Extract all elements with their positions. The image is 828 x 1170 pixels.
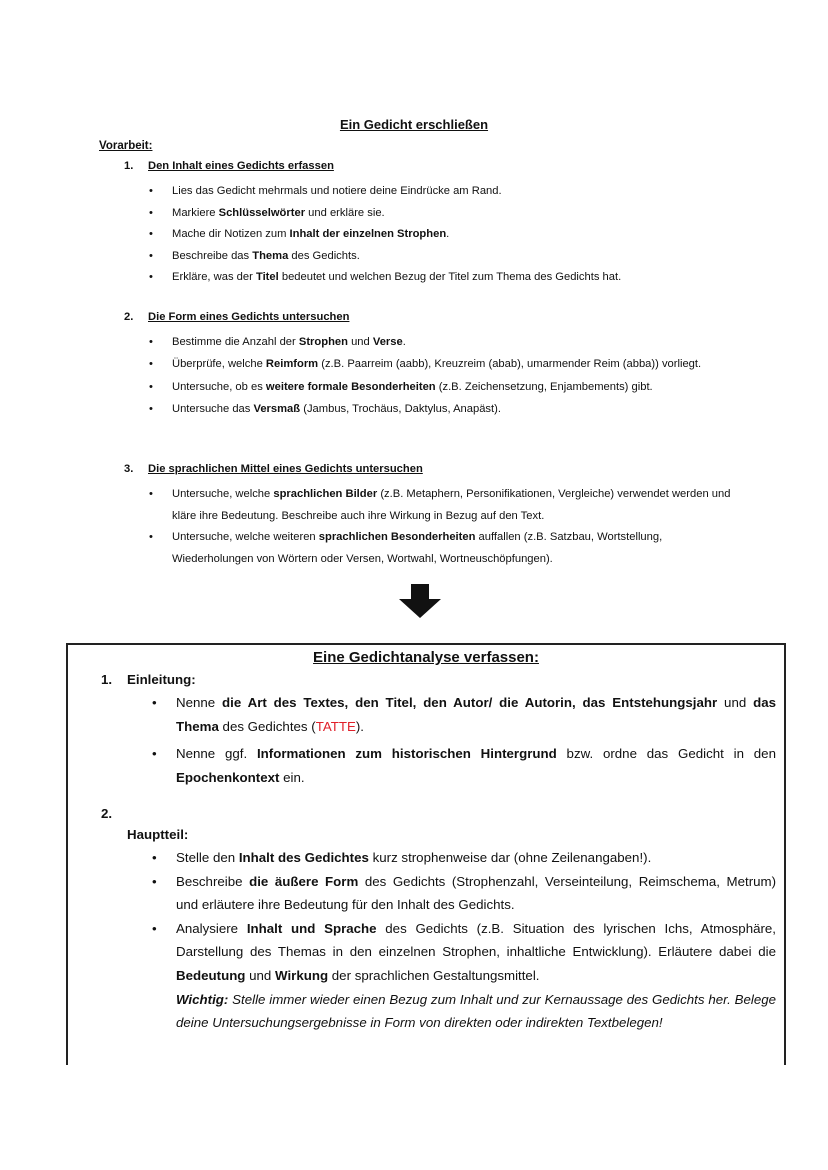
- bullet-text-segment: Reimform: [265, 357, 319, 370]
- section-heading: [124, 463, 734, 483]
- bullet-text-segment: .: [446, 228, 450, 241]
- bullet-text-segment: und: [717, 695, 754, 710]
- bullet-text-segment: der sprachlichen Gestaltungsmittel.: [328, 967, 540, 983]
- bullet-item: [148, 181, 734, 203]
- bullet-text-segment: Lies das Gedicht mehrmals und notiere deine Eindrücke am Rand.: [172, 185, 502, 197]
- bullet-text-segment: das Thema: [176, 695, 776, 734]
- section-heading-text: Den Inhalt eines Gedichts erfassen: [148, 160, 334, 172]
- bullet-item: [148, 399, 734, 421]
- bullet-item: [148, 246, 734, 268]
- bullet-text-segment: Beschreibe: [176, 873, 250, 889]
- bullet-text-segment: des Gedichts (Strophenzahl, Verseinteilung, Reimschema, Metrum) und erläutere ihre Bedeutung für den Inhalt des Gedichts.: [176, 873, 777, 913]
- bullet-text-segment: .: [402, 336, 406, 348]
- bullet-text-segment: Schlüsselwörter: [218, 206, 306, 219]
- bullet-text-segment: des Gedichts.: [288, 249, 360, 262]
- bullet-text-segment: sprachlichen Bilder: [273, 488, 378, 500]
- box-title: Eine Gedichtanalyse verfassen:: [313, 649, 539, 666]
- bullet-item: [151, 917, 776, 1035]
- bullet-item: [151, 742, 776, 789]
- bullet-text-segment: Bedeutung: [176, 967, 246, 983]
- bullet-text-segment: Überprüfe, welche: [172, 357, 266, 370]
- bullet-text-segment: ).: [355, 718, 364, 734]
- bullet-text-segment: sprachlichen Besonderheiten: [318, 531, 476, 544]
- bullet-text-segment: die äußere Form: [249, 873, 359, 889]
- document-title: Ein Gedicht erschließen: [339, 117, 489, 132]
- bullet-text-segment: TATTE: [315, 718, 356, 734]
- bullet-text-segment: die Art des Textes, den Titel, den Autor/ die Autorin, das Entstehungsjahr: [222, 695, 718, 710]
- bullet-item: [148, 267, 734, 289]
- bullet-text-segment: Versmaß: [253, 402, 301, 415]
- bullet-list: [124, 484, 734, 570]
- bullet-text-segment: (Jambus, Trochäus, Daktylus, Anapäst).: [300, 402, 501, 415]
- section-number: 2.: [124, 311, 134, 323]
- bullet-text-segment: Titel: [255, 271, 279, 284]
- bullet-text-segment: weitere formale Besonderheiten: [265, 381, 436, 394]
- bullet-list: [124, 181, 734, 289]
- bullet-text-segment: (z.B. Zeichensetzung, Enjambements) gibt.: [435, 381, 653, 394]
- section-heading-text: Hauptteil:: [127, 827, 189, 842]
- bullet-item: [151, 691, 776, 738]
- bullet-text-segment: Strophen: [298, 336, 348, 348]
- section-form: [124, 311, 734, 420]
- bullet-item: [148, 377, 734, 399]
- section-number: 3.: [124, 463, 134, 475]
- bullet-item: [148, 354, 734, 376]
- bullet-item: [151, 846, 776, 870]
- bullet-text-segment: Inhalt der einzelnen Strophen: [289, 228, 447, 241]
- bullet-item: [148, 332, 734, 354]
- bullet-text-segment: Bestimme die Anzahl der: [172, 336, 299, 348]
- bullet-item: [148, 484, 734, 527]
- bullet-text-segment: Nenne: [176, 695, 223, 710]
- section-heading-text: Einleitung:: [127, 672, 196, 687]
- bullet-text-segment: Inhalt des Gedichtes: [238, 850, 369, 865]
- bullet-text-segment: Informationen zum historischen Hintergrund: [256, 746, 557, 762]
- bullet-text-segment: des Gedichts (z.B. Situation des lyrischen Ichs, Atmosphäre, Darstellung des Themas in den einzelnen Strophen, inhaltliche Entwicklung). Erläutere dabei die: [176, 920, 776, 960]
- bullet-list: [101, 846, 776, 1035]
- bullet-item: [148, 527, 734, 570]
- section-hauptteil: [101, 806, 776, 1035]
- arrow-down-icon: [399, 584, 441, 618]
- bullet-text-segment: Untersuche, welche weiteren: [172, 531, 319, 544]
- bullet-text-segment: Untersuche das: [172, 402, 254, 415]
- section-einleitung: [101, 672, 776, 789]
- bullet-list: [124, 332, 734, 420]
- bullet-text-segment: Beschreibe das: [172, 249, 253, 262]
- bullet-text-segment: und: [347, 336, 373, 348]
- bullet-text-segment: Stelle immer wieder einen Bezug zum Inhalt und zur Kernaussage des Gedichts her. Belege deine Untersuchungsergebnisse in Form von direkten oder indirekten Textbelegen!: [176, 991, 776, 1031]
- section-inhalt: [124, 160, 734, 289]
- bullet-text-segment: Wirkung: [275, 967, 329, 983]
- section-number: 2.: [101, 806, 113, 821]
- bullet-text-segment: bzw. ordne das Gedicht in den: [556, 746, 776, 762]
- section-number: 1.: [124, 160, 134, 172]
- bullet-text-segment: Wichtig:: [176, 991, 229, 1007]
- bullet-text-segment: Markiere: [172, 206, 219, 219]
- section-sprachliche-mittel: [124, 463, 734, 570]
- section-heading: [124, 311, 734, 331]
- bullet-text-segment: Untersuche, ob es: [172, 381, 266, 394]
- bullet-text-segment: Inhalt und Sprache: [246, 920, 377, 936]
- bullet-text-segment: Stelle den: [176, 850, 239, 865]
- bullet-item: [151, 870, 776, 917]
- section-heading-text: Die Form eines Gedichts untersuchen: [148, 311, 350, 323]
- bullet-text-segment: Mache dir Notizen zum: [172, 228, 290, 241]
- bullet-item: [148, 203, 734, 225]
- bullet-text-segment: ein.: [279, 769, 305, 785]
- vorarbeit-heading: Vorarbeit:: [99, 140, 153, 152]
- bullet-text-segment: Untersuche, welche: [172, 488, 274, 500]
- bullet-text-segment: und: [245, 967, 276, 983]
- section-heading-text: Die sprachlichen Mittel eines Gedichts untersuchen: [148, 463, 423, 475]
- bullet-text-segment: (z.B. Paarreim (aabb), Kreuzreim (abab), umarmender Reim (abba)) vorliegt.: [318, 357, 702, 370]
- section-heading: [101, 806, 776, 842]
- bullet-item: [148, 224, 734, 246]
- section-number: 1.: [101, 672, 113, 687]
- bullet-text-segment: bedeutet und welchen Bezug der Titel zum Thema des Gedichts hat.: [278, 271, 622, 284]
- bullet-text-segment: des Gedichtes (: [218, 718, 316, 734]
- bullet-list: [101, 691, 776, 789]
- section-heading: [101, 672, 776, 687]
- bullet-text-segment: und erkläre sie.: [305, 206, 385, 219]
- bullet-text-segment: auffallen (z.B. Satzbau, Wortstellung, Wiederholungen von Wörtern oder Versen, Wortwahl, Wortneuschöpfungen).: [172, 531, 663, 565]
- bullet-text-segment: kurz strophenweise dar (ohne Zeilenangaben!).: [368, 850, 652, 865]
- bullet-text-segment: Epochenkontext: [176, 769, 280, 785]
- bullet-text-segment: Verse: [372, 336, 403, 348]
- bullet-text-segment: Nenne ggf.: [176, 746, 257, 762]
- analysis-box: [66, 643, 786, 1065]
- bullet-text-segment: Analysiere: [176, 920, 247, 936]
- bullet-text-segment: Thema: [252, 249, 289, 262]
- bullet-text-segment: Erkläre, was der: [172, 271, 256, 284]
- bullet-text-segment: (z.B. Metaphern, Personifikationen, Vergleiche) verwendet werden und kläre ihre Bedeutung. Beschreibe auch ihre Wirkung in Bezug auf den Text.: [172, 488, 731, 522]
- section-heading: [124, 160, 734, 180]
